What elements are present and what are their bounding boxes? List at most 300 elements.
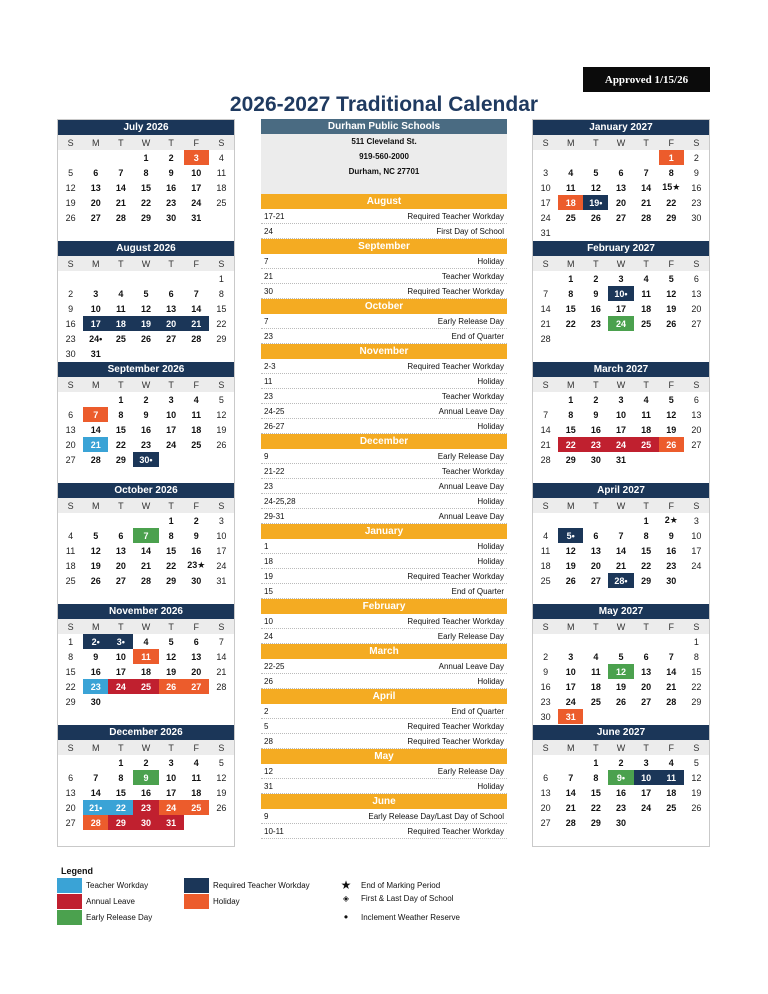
day-cell: 26 [565,575,576,586]
week-row [533,286,709,301]
event-description: Required Teacher Workday [407,736,504,746]
event-date: 24-25,28 [264,496,296,506]
event-date: 10-11 [264,826,284,836]
day-cell [533,755,558,770]
day-cell: 11 [641,409,651,420]
day-cell: 21• [83,800,108,815]
day-cell: 16 [191,545,202,556]
weekday-header [533,377,709,392]
event-date: 11 [264,376,273,386]
day-cell: 10 [216,530,227,541]
day-cell [108,346,133,361]
day-cell: 9 [143,409,149,420]
weekday-label: F [193,258,200,269]
week-row [533,271,709,286]
weekday-label: T [168,500,174,511]
event-description: First Day of School [436,226,504,236]
event-description: Required Teacher Workday [407,211,504,221]
weekday-label: S [218,500,225,511]
week-row [58,679,234,694]
week-row [58,165,234,180]
event-row [261,719,507,734]
week-row [533,513,709,528]
day-cell: 10• [608,286,633,301]
day-cell: 14 [615,545,626,556]
day-cell: 10 [565,666,576,677]
day-cell: 25 [634,437,659,452]
day-cell [533,513,558,528]
week-row [533,150,709,165]
day-cell: 21 [540,439,551,450]
event-date: 9 [264,451,269,461]
day-cell: 12 [666,288,677,299]
day-cell: 16 [140,787,151,798]
day-cell: 1 [118,394,124,405]
day-cell: 7 [133,528,158,543]
day-cell: 6 [643,651,649,662]
day-cell: 24 [608,437,633,452]
day-cell: 5 [668,394,674,405]
day-cell: 22 [558,437,583,452]
day-cell: 16 [691,182,702,193]
legend-title: Legend [61,866,94,876]
day-cell: 14 [191,303,202,314]
day-cell: 4 [643,273,649,284]
day-cell [659,225,684,240]
day-cell: 16 [666,545,677,556]
event-row [261,359,507,374]
event-date: 28 [264,736,273,746]
day-cell: 9 [668,530,674,541]
weekday-label: S [542,379,549,390]
weekday-label: S [218,742,225,753]
day-cell: 12 [166,651,177,662]
day-cell: 10 [115,651,126,662]
event-row [261,464,507,479]
section-header: November [261,344,507,359]
weekday-label: T [168,621,174,632]
day-cell: 26 [691,802,702,813]
day-cell: 3 [543,167,549,178]
weekday-header [58,740,234,755]
day-cell: 27 [540,817,551,828]
day-cell: 20 [615,197,626,208]
weekday-label: F [193,379,200,390]
weekday-label: S [67,379,74,390]
day-cell: 18 [191,424,202,435]
day-cell: 7 [618,530,624,541]
day-cell: 11 [191,409,202,420]
day-cell: 3 [618,394,624,405]
day-cell [583,225,608,240]
weekday-label: M [91,137,100,148]
day-cell: 6 [693,394,699,405]
day-cell: 5 [68,167,74,178]
day-cell [83,513,108,528]
event-row [261,629,507,644]
annual-leave-swatch [57,894,82,909]
day-cell: 30 [65,348,76,359]
month-title: August 2026 [58,241,234,256]
day-cell: 10 [540,182,551,193]
day-cell: 1 [168,515,174,526]
day-cell: 28 [90,454,101,465]
day-cell: 20 [90,197,101,208]
day-cell [684,225,709,240]
legend-label: Inclement Weather Reserve [361,912,461,922]
weekday-label: M [566,258,575,269]
day-cell: 27 [615,212,626,223]
day-cell: 27 [65,454,76,465]
day-cell: 29 [691,696,702,707]
week-row [58,180,234,195]
day-cell: 29 [65,696,76,707]
week-row [533,437,709,452]
day-cell: 19• [583,195,608,210]
weekday-header [533,256,709,271]
week-row [58,558,234,573]
day-cell: 29 [140,212,151,223]
event-row [261,554,507,569]
day-cell: 21 [216,666,227,677]
day-cell: 15 [65,666,76,677]
day-cell: 14 [540,303,551,314]
day-cell: 28 [115,212,126,223]
weekday-label: M [566,742,575,753]
day-cell: 26 [615,696,626,707]
day-cell [583,331,608,346]
day-cell: 21 [540,318,551,329]
day-cell: 5 [618,651,624,662]
event-description: Annual Leave Day [438,481,504,491]
day-cell: 26 [90,575,101,586]
day-cell: 23 [133,800,158,815]
day-cell: 13 [65,787,76,798]
day-cell [83,755,108,770]
day-cell: 28 [191,333,202,344]
day-cell: 1 [693,636,699,647]
event-description: Early Release Day [437,766,504,776]
event-description: Annual Leave Day [438,406,504,416]
required-workday-swatch [184,878,209,893]
day-cell [83,271,108,286]
day-cell: 9 [133,770,158,785]
event-description: Required Teacher Workday [407,571,504,581]
day-cell: 5 [93,530,99,541]
day-cell [58,755,83,770]
day-cell: 12 [590,182,601,193]
weekday-label: F [193,500,200,511]
month-block [533,120,709,241]
day-cell: 22 [691,681,702,692]
event-description: Required Teacher Workday [407,286,504,296]
day-cell: 8 [593,772,599,783]
day-cell: 21 [666,681,677,692]
day-cell: 1 [218,273,224,284]
day-cell: 25 [540,575,551,586]
day-cell: 15 [565,424,576,435]
week-row [533,709,709,724]
weekday-label: W [141,621,151,632]
day-cell [684,452,709,467]
day-cell: 23 [83,679,108,694]
day-cell [533,392,558,407]
weekday-label: T [593,621,599,632]
month-block [533,604,709,725]
legend-required-teacher-workday [184,878,310,893]
weekday-label: T [643,137,649,148]
weekday-label: W [141,379,151,390]
day-cell: 17 [166,424,177,435]
weekday-label: T [593,500,599,511]
day-cell: 16 [140,424,151,435]
day-cell: 30 [615,817,626,828]
day-cell: 22 [65,681,76,692]
weekday-label: M [91,500,100,511]
day-cell: 25 [641,318,652,329]
day-cell: 13 [540,787,551,798]
event-description: Early Release Day [437,631,504,641]
weekday-label: F [193,137,200,148]
week-row [58,422,234,437]
weekday-label: T [593,379,599,390]
day-cell: 23 [666,560,677,571]
day-cell [608,225,633,240]
day-cell [634,709,659,724]
event-row [261,734,507,749]
weekday-label: M [91,258,100,269]
legend-label: Annual Leave [86,897,135,906]
day-cell: 31 [540,227,551,238]
day-cell: 25 [666,802,677,813]
day-cell: 17 [216,545,227,556]
day-cell: 17 [641,787,652,798]
week-row [58,301,234,316]
day-cell: 7 [643,167,649,178]
day-cell: 9 [543,666,549,677]
legend-label: Required Teacher Workday [213,881,310,890]
day-cell: 27 [166,333,177,344]
day-cell [583,513,608,528]
legend-end-marking-period [337,878,440,892]
day-cell: 7 [668,651,674,662]
day-cell: 18 [191,787,202,798]
weekday-label: T [168,258,174,269]
day-cell: 15 [216,303,227,314]
day-cell: 16 [166,182,177,193]
day-cell: 29 [115,454,126,465]
event-description: Required Teacher Workday [407,721,504,731]
event-description: Holiday [477,256,504,266]
month-title: February 2027 [533,241,709,256]
day-cell [108,513,133,528]
day-cell [583,709,608,724]
day-cell [659,634,684,649]
day-cell: 28 [140,575,151,586]
day-cell [558,513,583,528]
day-cell: 17 [691,545,702,556]
day-cell: 31 [159,815,184,830]
day-cell: 12 [216,409,227,420]
month-title: December 2026 [58,725,234,740]
day-cell: 6 [118,530,124,541]
weekday-header [58,377,234,392]
day-cell [209,346,234,361]
day-cell: 15★ [662,182,681,192]
day-cell [634,225,659,240]
school-name: Durham Public Schools [261,119,507,134]
day-cell: 4 [68,530,74,541]
day-cell: 30 [166,212,177,223]
day-cell: 23 [691,197,702,208]
week-row [533,770,709,785]
day-cell: 7 [543,409,549,420]
day-cell: 13 [641,666,652,677]
day-cell [108,271,133,286]
weekday-label: W [616,137,626,148]
day-cell: 1 [68,636,74,647]
day-cell: 17 [115,666,126,677]
page-title: 2026-2027 Traditional Calendar [229,93,539,116]
day-cell: 20 [691,303,702,314]
event-date: 23 [264,481,273,491]
weekday-label: S [67,258,74,269]
day-cell: 19 [65,197,76,208]
event-description: Holiday [477,781,504,791]
day-cell: 25 [590,696,601,707]
day-cell [108,694,133,709]
event-row [261,509,507,524]
day-cell: 12 [65,182,76,193]
day-cell: 18 [641,424,652,435]
day-cell: 17 [540,197,551,208]
event-date: 17-21 [264,211,285,221]
day-cell: 14 [140,545,151,556]
weekday-label: T [593,137,599,148]
day-cell [184,452,209,467]
day-cell: 22 [565,318,576,329]
day-cell: 1 [568,273,574,284]
day-cell: 29 [666,212,677,223]
day-cell [608,709,633,724]
section-header: October [261,299,507,314]
week-row [533,195,709,210]
day-cell: 12 [666,409,677,420]
day-cell: 10 [191,167,202,178]
event-date: 21 [264,271,273,281]
day-cell: 30 [540,711,551,722]
event-row [261,374,507,389]
day-cell: 31 [216,575,227,586]
day-cell [108,150,133,165]
day-cell: 31 [191,212,202,223]
day-cell: 2 [168,152,174,163]
day-cell: 8 [68,651,74,662]
day-cell [558,331,583,346]
weekday-label: S [693,742,700,753]
day-cell: 21 [140,560,151,571]
day-cell: 16 [65,318,76,329]
day-cell [58,513,83,528]
holiday-swatch [184,894,209,909]
day-cell: 23 [583,437,608,452]
weekday-label: T [593,742,599,753]
day-cell: 10 [691,530,702,541]
day-cell: 5 [168,636,174,647]
day-cell: 23★ [187,560,206,570]
day-cell: 27 [90,212,101,223]
day-cell: 17 [565,681,576,692]
weekday-label: F [668,137,675,148]
weekday-label: F [668,621,675,632]
day-cell: 13 [691,409,702,420]
month-title: May 2027 [533,604,709,619]
section-header: September [261,239,507,254]
legend-holiday [184,894,240,909]
weekday-label: S [542,258,549,269]
week-row [58,452,234,467]
day-cell: 28 [216,681,227,692]
early-release-swatch [57,910,82,925]
day-cell: 24 [641,802,652,813]
month-block [533,362,709,483]
day-cell: 2 [543,651,549,662]
target-dot-icon: ◈ [342,894,350,903]
weekday-label: W [141,137,151,148]
day-cell: 24 [565,696,576,707]
day-cell [583,634,608,649]
day-cell: 17 [191,182,202,193]
month-title: April 2027 [533,483,709,498]
day-cell: 6 [93,167,99,178]
month-block [58,362,234,483]
day-cell: 16 [540,681,551,692]
day-cell: 19 [691,787,702,798]
weekday-label: T [643,500,649,511]
day-cell: 15 [140,182,151,193]
day-cell [533,150,558,165]
weekday-label: S [67,742,74,753]
day-cell [558,150,583,165]
weekday-label: F [668,258,675,269]
week-row [533,573,709,588]
day-cell: 11 [65,545,76,556]
event-description: Annual Leave Day [438,511,504,521]
day-cell [684,331,709,346]
weekday-label: S [693,137,700,148]
legend-label: Holiday [213,897,240,906]
week-row [533,815,709,830]
event-description: Teacher Workday [441,466,504,476]
day-cell: 19 [90,560,101,571]
section-header: August [261,194,507,209]
day-cell: 29 [166,575,177,586]
day-cell: 6 [168,288,174,299]
weekday-label: S [67,137,74,148]
day-cell: 3 [693,515,699,526]
day-cell: 8 [218,288,224,299]
event-date: 30 [264,286,273,296]
week-row [58,150,234,165]
day-cell: 9 [93,651,99,662]
school-phone: 919-560-2000 [359,152,409,161]
day-cell: 7 [83,407,108,422]
day-cell [684,573,709,588]
weekday-label: S [67,500,74,511]
weekday-label: S [218,621,225,632]
day-cell: 9 [693,167,699,178]
day-cell: 29 [108,815,133,830]
